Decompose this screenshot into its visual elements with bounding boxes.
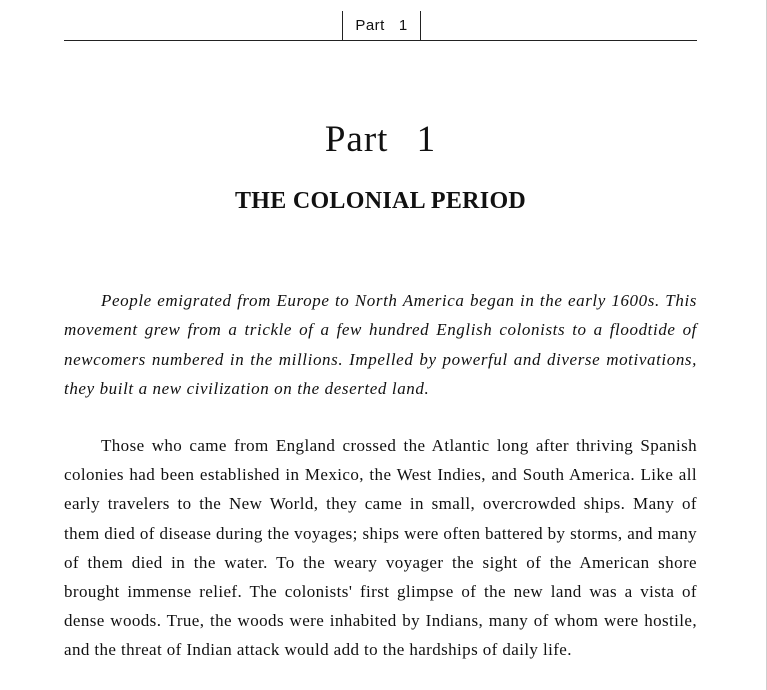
body-paragraph: Those who came from England crossed the Atlantic long after thriving Spanish colonies had been established in Mexico, the West Indies, and South America. Like all early travelers to the New World, they came in small, overcrowded ships. Many of them died of disease during the voyages; ships were often battered by storms, and many of them died in the water. To the weary voyager the sight of the American shore brought immense relief. The colonists' first glimpse of the new land was a vista of dense woods. True, the woods were inhabited by Indians, many of whom were hostile, and the threat of Indian attack would add to the hardships of daily life. [64,436,697,660]
running-header [64,0,697,41]
running-header-box [342,11,421,40]
part-heading: Part 1 [324,119,437,160]
running-header-label: Part 1 [355,17,408,34]
intro-paragraph: People emigrated from Europe to North America began in the early 1600s. This movement grew from a trickle of a few hundred English colonists to a floodtide of newcomers numbered in the millions. Impelled by powerful and diverse motivations, they built a new civilization on the deserted land. [64,291,697,398]
chapter-title: THE COLONIAL PERIOD [234,188,527,214]
